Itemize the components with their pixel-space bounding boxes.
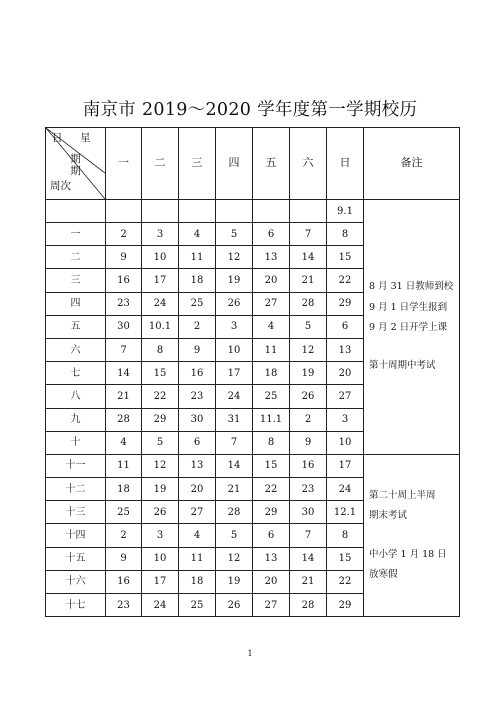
date-cell: 2 <box>106 223 142 246</box>
table-row <box>46 454 460 477</box>
date-cell: 18 <box>106 478 142 501</box>
date-cell: 4 <box>253 315 290 338</box>
notes-header: 备注 <box>364 128 460 200</box>
note-line: 第十周期中考试 <box>369 360 436 372</box>
note-line: 放寒假 <box>369 568 398 580</box>
date-cell: 28 <box>290 292 327 315</box>
date-cell: 7 <box>290 524 327 547</box>
date-cell: 16 <box>179 362 216 385</box>
note-line: 中小学 1 月 18 日 <box>369 548 447 560</box>
date-cell: 23 <box>290 478 327 501</box>
date-cell: 25 <box>179 594 216 617</box>
note-line: 9 月 2 日开学上课 <box>369 321 448 333</box>
table-row <box>46 200 460 223</box>
date-cell: 30 <box>106 315 142 338</box>
date-cell: 19 <box>216 570 253 593</box>
date-cell: 31 <box>216 408 253 431</box>
corner-label-ri: 日 <box>52 132 63 144</box>
date-cell: 3 <box>216 315 253 338</box>
date-cell: 11.1 <box>253 408 290 431</box>
date-cell: 22 <box>142 385 179 408</box>
date-cell: 7 <box>216 431 253 454</box>
page-title: 南京市 2019～2020 学年度第一学期校历 <box>82 100 418 120</box>
note-line: 9 月 1 日学生报到 <box>369 301 448 313</box>
date-cell: 3 <box>142 223 179 246</box>
date-cell: 9 <box>106 547 142 570</box>
date-cell: 30 <box>290 501 327 524</box>
day-header-sat: 六 <box>290 128 327 200</box>
date-cell: 11 <box>179 547 216 570</box>
school-calendar-table <box>45 127 460 617</box>
date-cell: 5 <box>290 315 327 338</box>
date-cell: 6 <box>253 223 290 246</box>
corner-label-week-number: 周次 <box>50 180 71 192</box>
date-cell: 27 <box>253 292 290 315</box>
date-cell: 22 <box>327 269 364 292</box>
date-cell: 25 <box>253 385 290 408</box>
date-cell: 4 <box>106 431 142 454</box>
date-cell: 5 <box>142 431 179 454</box>
date-cell: 8 <box>327 223 364 246</box>
date-cell: 18 <box>179 570 216 593</box>
date-cell: 28 <box>216 501 253 524</box>
date-cell: 19 <box>142 478 179 501</box>
notes-cell-first-half <box>364 200 460 455</box>
week-number-cell: 十 <box>46 431 106 454</box>
date-cell: 12 <box>290 338 327 361</box>
date-cell: 16 <box>106 269 142 292</box>
corner-header-cell <box>46 128 106 200</box>
date-cell <box>106 200 142 223</box>
date-cell: 9 <box>290 431 327 454</box>
notes-cell-second-half <box>364 454 460 616</box>
date-cell: 10 <box>216 338 253 361</box>
date-cell: 21 <box>216 478 253 501</box>
date-cell: 12 <box>142 454 179 477</box>
date-cell: 20 <box>179 478 216 501</box>
day-header-mon: 一 <box>106 128 142 200</box>
date-cell: 11 <box>253 338 290 361</box>
date-cell: 7 <box>106 338 142 361</box>
date-cell: 2 <box>290 408 327 431</box>
day-header-wed: 三 <box>179 128 216 200</box>
date-cell: 29 <box>142 408 179 431</box>
date-cell: 6 <box>327 315 364 338</box>
date-cell <box>216 200 253 223</box>
date-cell: 19 <box>216 269 253 292</box>
week-number-cell: 三 <box>46 269 106 292</box>
date-cell: 5 <box>216 524 253 547</box>
date-cell: 29 <box>253 501 290 524</box>
date-cell: 20 <box>253 269 290 292</box>
date-cell: 15 <box>253 454 290 477</box>
date-cell: 16 <box>106 570 142 593</box>
date-cell: 13 <box>253 246 290 269</box>
week-number-cell: 十六 <box>46 570 106 593</box>
date-cell: 3 <box>142 524 179 547</box>
date-cell: 3 <box>327 408 364 431</box>
date-cell: 6 <box>179 431 216 454</box>
date-cell: 10 <box>142 246 179 269</box>
day-header-thu: 四 <box>216 128 253 200</box>
date-cell: 21 <box>290 269 327 292</box>
week-number-cell: 五 <box>46 315 106 338</box>
day-header-sun: 日 <box>327 128 364 200</box>
date-cell: 26 <box>290 385 327 408</box>
date-cell: 15 <box>327 246 364 269</box>
week-number-cell <box>46 200 106 223</box>
date-cell: 29 <box>327 292 364 315</box>
date-cell: 26 <box>142 501 179 524</box>
date-cell: 10.1 <box>142 315 179 338</box>
week-number-cell: 六 <box>46 338 106 361</box>
week-number-cell: 七 <box>46 362 106 385</box>
date-cell: 22 <box>327 570 364 593</box>
date-cell: 14 <box>106 362 142 385</box>
date-cell: 5 <box>216 223 253 246</box>
date-cell: 24 <box>216 385 253 408</box>
date-cell: 27 <box>327 385 364 408</box>
date-cell: 15 <box>327 547 364 570</box>
date-cell: 23 <box>106 292 142 315</box>
date-cell: 13 <box>253 547 290 570</box>
date-cell <box>142 200 179 223</box>
date-cell: 23 <box>179 385 216 408</box>
date-cell: 10 <box>142 547 179 570</box>
date-cell: 13 <box>327 338 364 361</box>
date-cell: 20 <box>327 362 364 385</box>
date-cell: 21 <box>290 570 327 593</box>
date-cell: 28 <box>106 408 142 431</box>
date-cell: 28 <box>290 594 327 617</box>
date-cell: 30 <box>179 408 216 431</box>
date-cell: 13 <box>179 454 216 477</box>
note-line: 期末考试 <box>369 510 408 522</box>
note-line: 第二十周上半周 <box>369 489 436 501</box>
date-cell: 17 <box>142 570 179 593</box>
note-line: 8 月 31 日教师到校 <box>369 281 454 293</box>
date-cell: 11 <box>106 454 142 477</box>
date-cell: 8 <box>253 431 290 454</box>
date-cell: 9 <box>106 246 142 269</box>
week-number-cell: 十四 <box>46 524 106 547</box>
page-number: 1 <box>247 649 253 658</box>
date-cell: 14 <box>290 547 327 570</box>
date-cell: 22 <box>253 478 290 501</box>
day-header-fri: 五 <box>253 128 290 200</box>
date-cell: 23 <box>106 594 142 617</box>
date-cell: 16 <box>290 454 327 477</box>
date-cell: 27 <box>253 594 290 617</box>
date-cell: 17 <box>216 362 253 385</box>
date-cell: 6 <box>253 524 290 547</box>
date-cell: 12.1 <box>327 501 364 524</box>
date-cell: 12 <box>216 547 253 570</box>
date-cell: 21 <box>106 385 142 408</box>
date-cell: 25 <box>179 292 216 315</box>
date-cell: 26 <box>216 594 253 617</box>
corner-label-qi-2: 期 <box>70 164 81 177</box>
week-number-cell: 十三 <box>46 501 106 524</box>
header-row <box>46 128 460 200</box>
date-cell: 24 <box>142 594 179 617</box>
date-cell: 27 <box>179 501 216 524</box>
date-cell: 4 <box>179 223 216 246</box>
week-number-cell: 一 <box>46 223 106 246</box>
date-cell: 15 <box>142 362 179 385</box>
day-header-tue: 二 <box>142 128 179 200</box>
date-cell: 18 <box>179 269 216 292</box>
date-cell: 8 <box>327 524 364 547</box>
week-number-cell: 四 <box>46 292 106 315</box>
date-cell <box>290 200 327 223</box>
date-cell: 9 <box>179 338 216 361</box>
week-number-cell: 八 <box>46 385 106 408</box>
date-cell: 25 <box>106 501 142 524</box>
date-cell: 17 <box>327 454 364 477</box>
date-cell: 7 <box>290 223 327 246</box>
date-cell: 17 <box>142 269 179 292</box>
corner-label-qi <box>60 154 105 177</box>
date-cell: 12 <box>216 246 253 269</box>
date-cell: 2 <box>106 524 142 547</box>
date-cell: 8 <box>142 338 179 361</box>
date-cell: 24 <box>327 478 364 501</box>
date-cell: 2 <box>179 315 216 338</box>
date-cell: 14 <box>290 246 327 269</box>
date-cell: 20 <box>253 570 290 593</box>
date-cell: 18 <box>253 362 290 385</box>
date-cell: 11 <box>179 246 216 269</box>
week-number-cell: 二 <box>46 246 106 269</box>
date-cell: 29 <box>327 594 364 617</box>
date-cell: 10 <box>327 431 364 454</box>
week-number-cell: 十七 <box>46 594 106 617</box>
date-cell: 4 <box>179 524 216 547</box>
corner-label-qi-1: 期 <box>70 153 81 165</box>
date-cell: 26 <box>216 292 253 315</box>
date-cell: 19 <box>290 362 327 385</box>
week-number-cell: 九 <box>46 408 106 431</box>
week-number-cell: 十二 <box>46 478 106 501</box>
date-cell: 14 <box>216 454 253 477</box>
week-number-cell: 十五 <box>46 547 106 570</box>
date-cell <box>179 200 216 223</box>
corner-label-xing: 星 <box>80 132 91 144</box>
date-cell <box>253 200 290 223</box>
date-cell: 24 <box>142 292 179 315</box>
date-cell: 9.1 <box>327 200 364 223</box>
week-number-cell: 十一 <box>46 454 106 477</box>
